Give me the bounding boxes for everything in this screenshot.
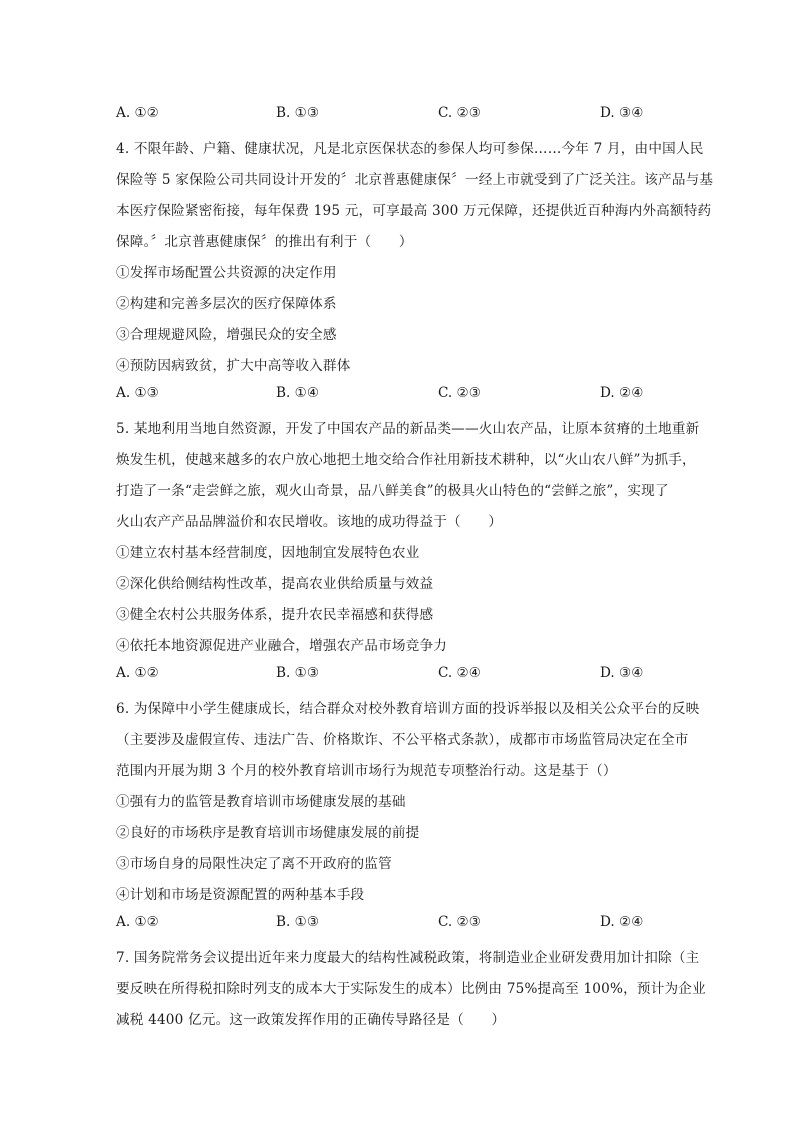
q7-stem-line: 减税 4400 亿元。这一政策发挥作用的正确传导路径是（ ） bbox=[116, 1012, 506, 1028]
q4-option-b[interactable]: B. ①④ bbox=[276, 385, 320, 401]
q5-options bbox=[116, 665, 676, 685]
q4-option-a[interactable]: A. ①③ bbox=[116, 385, 159, 401]
q5-option-c[interactable]: C. ②④ bbox=[438, 665, 481, 681]
q6-statement-4: ④计划和市场是资源配置的两种基本手段 bbox=[116, 887, 365, 903]
q4-stem-line: 保险等 5 家保险公司共同设计开发的〞北京普惠健康保〞一经上市就受到了广泛关注。该产品与基 bbox=[116, 172, 714, 188]
q5-statement-1: ①建立农村基本经营制度，因地制宜发展特色农业 bbox=[116, 545, 420, 561]
q3-option-c[interactable]: C. ②③ bbox=[438, 105, 481, 121]
q6-statement-3: ③市场自身的局限性决定了离不开政府的监管 bbox=[116, 856, 392, 872]
q6-statement-1: ①强有力的监管是教育培训市场健康发展的基础 bbox=[116, 794, 406, 810]
q6-stem-line: 6. 为保障中小学生健康成长，结合群众对校外教育培训方面的投诉举报以及相关公众平台的反映 bbox=[116, 701, 700, 717]
q6-options bbox=[116, 914, 676, 934]
q3-options bbox=[116, 105, 676, 125]
q4-statement-1: ①发挥市场配置公共资源的决定作用 bbox=[116, 265, 337, 281]
q5-statement-2: ②深化供给侧结构性改革，提高农业供给质量与效益 bbox=[116, 576, 434, 592]
q7-stem-line: 7. 国务院常务会议提出近年来力度最大的结构性减税政策，将制造业企业研发费用加计扣除（主 bbox=[116, 950, 700, 966]
q6-option-a[interactable]: A. ①② bbox=[116, 914, 159, 930]
q4-statement-3: ③合理规避风险，增强民众的安全感 bbox=[116, 327, 337, 343]
q6-option-d[interactable]: D. ②④ bbox=[600, 914, 644, 930]
q5-statement-4: ④依托本地资源促进产业融合，增强农产品市场竞争力 bbox=[116, 638, 448, 654]
q4-statement-2: ②构建和完善多层次的医疗保障体系 bbox=[116, 296, 337, 312]
q6-statement-2: ②良好的市场秩序是教育培训市场健康发展的前提 bbox=[116, 825, 420, 841]
q4-statement-4: ④预防因病致贫，扩大中高等收入群体 bbox=[116, 358, 351, 374]
q7-stem-line: 要反映在所得税扣除时列支的成本大于实际发生的成本）比例由 75%提高至 100%，预计为企业 bbox=[116, 981, 706, 997]
q4-stem-line: 4. 不限年龄、户籍、健康状况，凡是北京医保状态的参保人均可参保……今年 7 月，由中国人民 bbox=[116, 141, 704, 157]
q4-stem-line: 保障。〞北京普惠健康保〞的推出有利于（ ） bbox=[116, 234, 413, 250]
q5-stem-line: 焕发生机，使越来越多的农户放心地把土地交给合作社用新技术耕种，以“火山农八鲜”为抓手， bbox=[116, 452, 696, 468]
q4-options bbox=[116, 385, 676, 405]
q5-option-a[interactable]: A. ①② bbox=[116, 665, 159, 681]
q4-option-d[interactable]: D. ②④ bbox=[600, 385, 644, 401]
q5-option-b[interactable]: B. ①③ bbox=[276, 665, 320, 681]
q5-option-d[interactable]: D. ③④ bbox=[600, 665, 644, 681]
q5-stem-line: 5. 某地利用当地自然资源，开发了中国农产品的新品类——火山农产品，让原本贫瘠的土地重新 bbox=[116, 421, 700, 437]
q6-stem-line: （主要涉及虚假宣传、违法广告、价格欺诈、不公平格式条款），成都市市场监管局决定在全市 bbox=[116, 732, 689, 748]
q3-option-a[interactable]: A. ①② bbox=[116, 105, 159, 121]
q3-option-b[interactable]: B. ①③ bbox=[276, 105, 320, 121]
q6-option-c[interactable]: C. ②③ bbox=[438, 914, 481, 930]
q5-stem-line: 打造了一条“走尝鲜之旅，观火山奇景，品八鲜美食”的极具火山特色的“尝鲜之旅”，实现了 bbox=[116, 483, 669, 499]
q4-option-c[interactable]: C. ②③ bbox=[438, 385, 481, 401]
q4-stem-line: 本医疗保险紧密衔接，每年保费 195 元，可享最高 300 万元保障，还提供近百种海内外高额特药 bbox=[116, 203, 712, 219]
q5-statement-3: ③健全农村公共服务体系，提升农民幸福感和获得感 bbox=[116, 607, 434, 623]
q6-option-b[interactable]: B. ①③ bbox=[276, 914, 320, 930]
q6-stem-line: 范围内开展为期 3 个月的校外教育培训市场行为规范专项整治行动。这是基于（） bbox=[116, 763, 617, 779]
q5-stem-line: 火山农产产品品牌溢价和农民增收。该地的成功得益于（ ） bbox=[116, 514, 503, 530]
q3-option-d[interactable]: D. ③④ bbox=[600, 105, 644, 121]
